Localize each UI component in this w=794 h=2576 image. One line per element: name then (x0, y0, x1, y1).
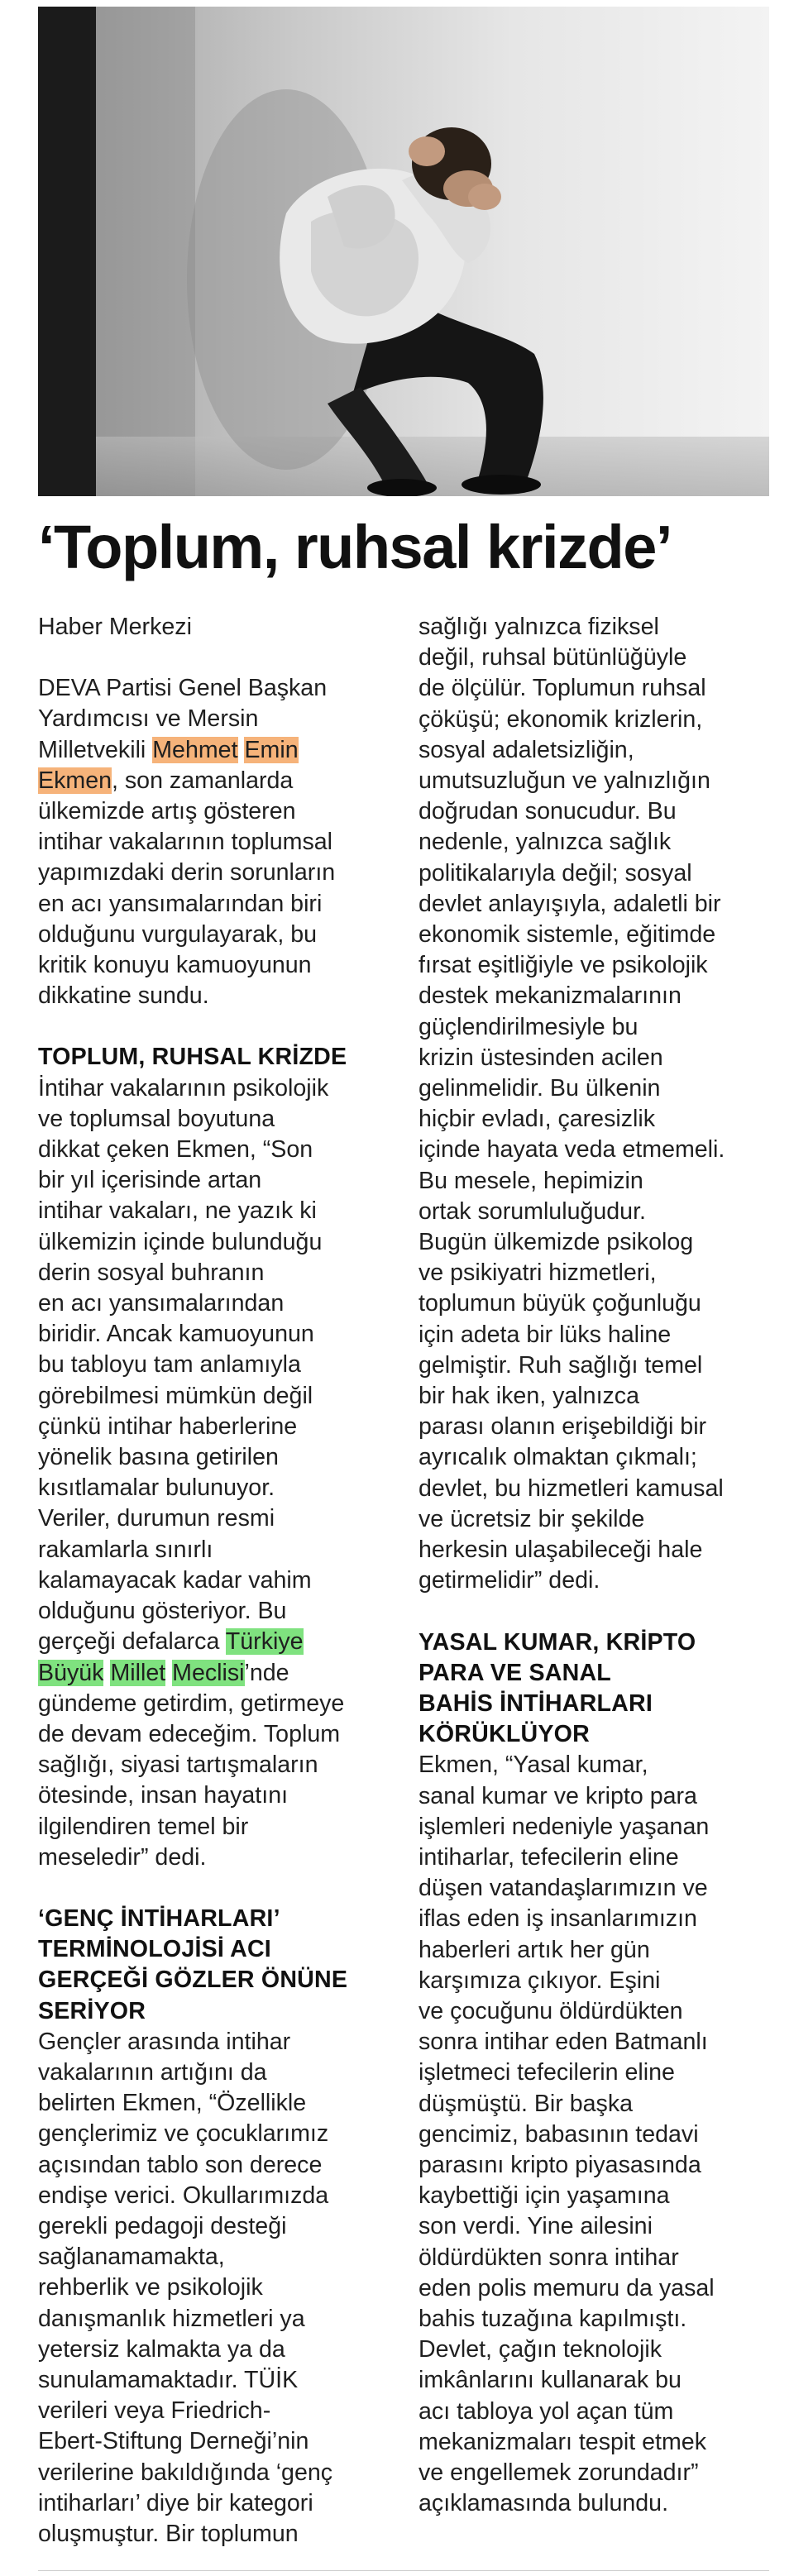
bottom-divider (38, 2570, 769, 2571)
section2-paragraph: Gençler arasında intihar vakalarının artığını da belirten Ekmen, “Özellikle gençlerimiz ve çocuklarımız açısından tablo son derece endişe verici. Okullarımızda gerekli pedagoji desteği sağlanamamakta, rehberlik ve psikolojik danışmanlık hizmetleri ya yetersiz kalmakta ya da sunulamamaktadır. TÜİK verileri veya Friedrich- Ebert-Stiftung Derneği’nin verilerine bakıldığında ‘genç intiharları’ diye bir kategori oluşmuştur. Bir toplumun (38, 2028, 333, 2547)
byline: Haber Merkezi (38, 614, 192, 640)
highlight-tbmm: Meclisi (172, 1659, 245, 1686)
section3-paragraph: Ekmen, “Yasal kumar, sanal kumar ve kripto para işlemleri nedeniyle yaşanan intiharlar, tefecilerin eline düşen vatandaşlarımızın ve iflas eden iş insanlarımızın haberleri artık her gün karşımıza çıkıyor. Eşini ve çocuğunu öldürdükten sonra intihar eden Batmanlı işletmeci tefecilerin eline düşmüştü. Bir başka gencimiz, babasının tedavi parasını kripto piyasasında kaybettiği için yaşamına son verdi. Yine ailesini öldürdükten sonra intihar eden polis memuru da yasal bahis tuzağına kapılmıştı. Devlet, çağın teknolojik imkânlarını kullanarak bu acı tabloya yol açan tüm mekanizmaları tespit etmek ve engellemek zorundadır” açıklamasında bulundu. (419, 1752, 715, 2517)
highlight-name: Ekmen (38, 767, 112, 794)
section2-continued: sağlığı yalnızca fiziksel değil, ruhsal bütünlüğüyle de ölçülür. Toplumun ruhsal çöküşü; ekonomik krizlerin, sosyal adaletsizliğin, umutsuzluğun ve yalnızlığın doğrudan sonucudur. Bu nedenle, yalnızca sağlık politikalarıyla değil; sosyal devlet anlayışıyla, adaletli bir ekonomik sistemle, eğitimde fırsat eşitliğiyle ve psikolojik destek mekanizmalarının güçlendirilmesiyle bu krizin üstesinden acilen gelinmelidir. Bu ülkenin hiçbir evladı, çaresizlik içinde hayata veda etmemeli. Bu mesele, hepimizin ortak sorumluluğudur. Bugün ülkemizde psikolog ve psikiyatri hizmetleri, toplumun büyük çoğunluğu için adeta bir lüks haline gelmiştir. Ruh sağlığı temel bir hak iken, yalnızca parası olanın erişebildiği bir ayrıcalık olmaktan çıkmalı; devlet, bu hizmetleri kamusal ve ücretsiz bir şekilde herkesin ulaşabileceği hale getirmelidir” dedi. (419, 614, 725, 1594)
article-photo (38, 7, 769, 496)
photo-sad-man-icon (38, 7, 769, 496)
highlight-tbmm: Türkiye (225, 1628, 304, 1656)
section1-paragraph: İntihar vakalarının psikolojik ve toplumsal boyutuna dikkat çeken Ekmen, “Son bir yıl içerisinde artan intihar vakaları, ne yazık ki ülkemizin içinde bulunduğu derin sosyal buhranın en acı yansımalarından biridir. Ancak kamuoyunun bu tabloyu tam anlamıyla görebilmesi mümkün değil çünkü intihar haberlerine yönelik basına getirilen kısıtlamalar bulunuyor. Veriler, durumun resmi rakamlarla sınırlı kalamayacak kadar vahim olduğunu gösteriyor. Bu gerçeği defalarca Türkiye Büyük Millet Meclisi’nde gündeme getirdim, getirmeye de devam edeceğim. Toplum sağlığı, siyasi tartışmaların ötesinde, insan hayatını ilgilendiren temel bir meseledir” dedi. (38, 1074, 345, 1871)
subheading-toplum: TOPLUM, RUHSAL KRİZDE (38, 1044, 347, 1071)
intro-paragraph: DEVA Partisi Genel Başkan Yardımcısı ve Mersin Milletvekili Mehmet Emin Ekmen, son zamanlarda ülkemizde artış gösteren intihar vakalarının toplumsal yapımızdaki derin sorunların en acı yansımalarından biri olduğunu vurgulayarak, bu kritik konuyu kamuoyunun dikkatine sundu. (38, 675, 336, 1010)
highlight-name: Mehmet (152, 736, 238, 763)
headline: ‘Toplum, ruhsal krizde’ (38, 513, 672, 581)
highlight-tbmm: Millet (110, 1659, 166, 1686)
subheading-yasal-kumar: YASAL KUMAR, KRİPTO PARA VE SANAL BAHİS İNTİHARLARI KÖRÜKLÜYOR (419, 1628, 696, 1748)
right-column (419, 612, 764, 2519)
highlight-name: Emin (244, 736, 299, 763)
left-column (38, 612, 384, 2550)
highlight-tbmm: Büyük (38, 1659, 104, 1686)
subheading-genc-intiharlari: ‘GENÇ İNTİHARLARI’ TERMİNOLOJİSİ ACI GERÇEĞİ GÖZLER ÖNÜNE SERİYOR (38, 1905, 348, 2024)
